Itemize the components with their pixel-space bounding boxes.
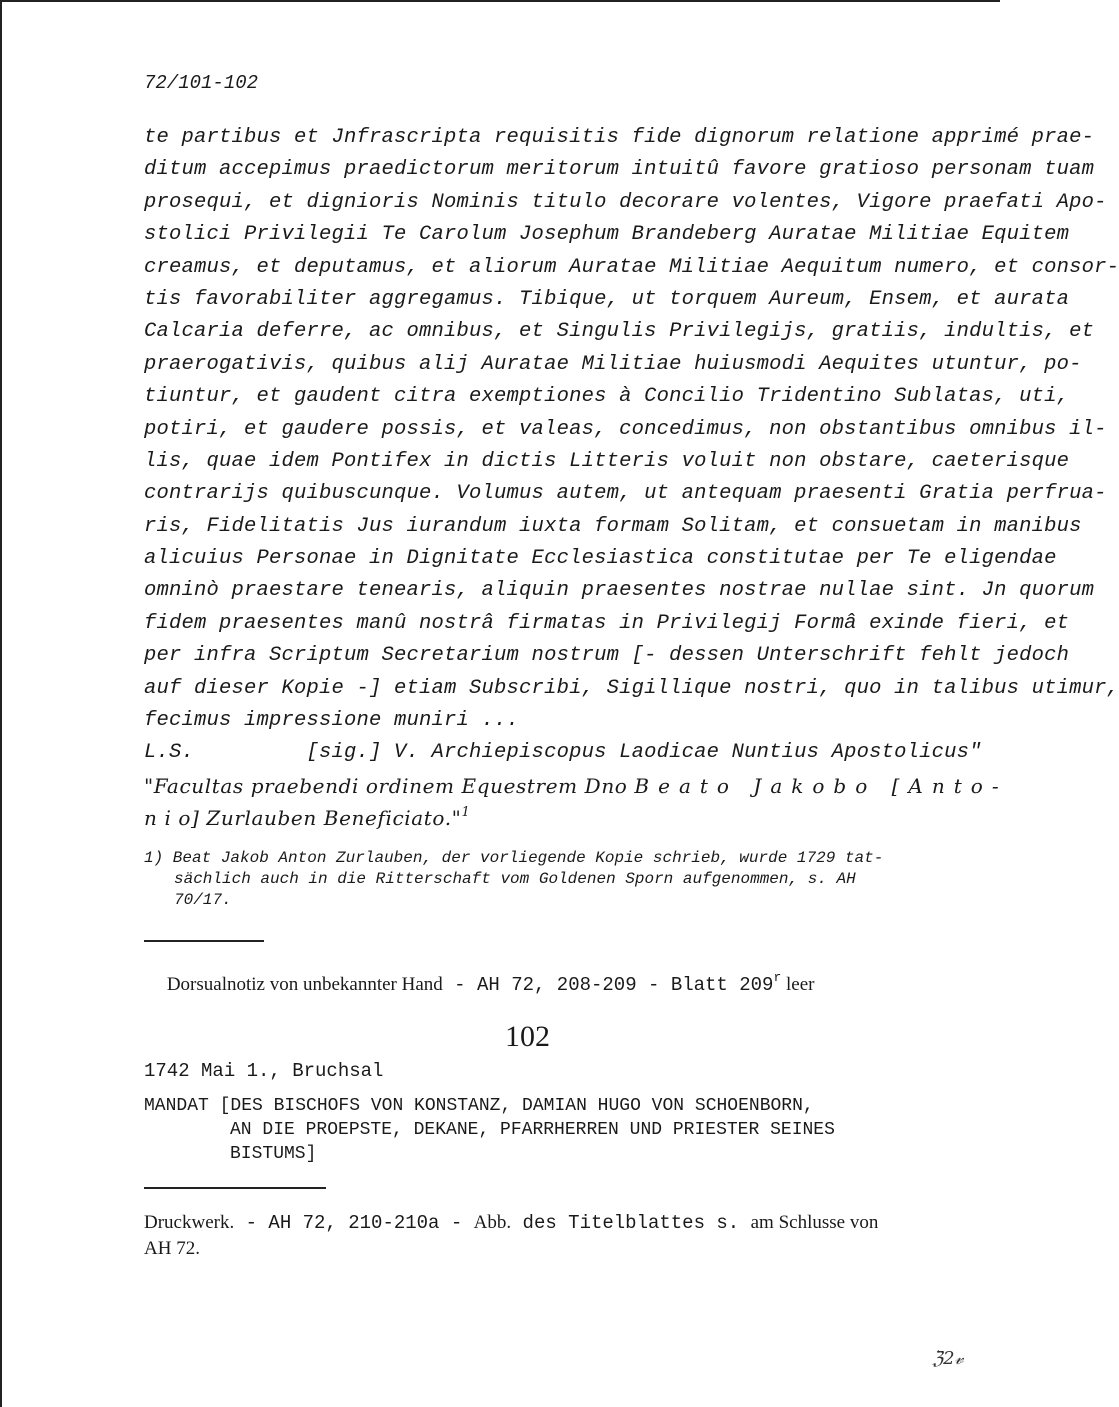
body-line: ditum accepimus praedictorum meritorum intuitû favore gratioso personam tuam <box>144 158 1095 182</box>
footnote-line: 1) Beat Jakob Anton Zurlauben, der vorliegende Kopie schrieb, wurde 1729 tat- <box>144 849 884 867</box>
dorsual-label: Dorsualnotiz von unbekannter Hand <box>166 974 443 995</box>
footnote-line: sächlich auch in die Ritterschaft vom Goldenen Sporn aufgenommen, s. AH <box>174 870 856 888</box>
handwritten-title-line-1 <box>144 770 1008 802</box>
document-number: 102 <box>505 1020 550 1053</box>
druck-label: Druckwerk. <box>144 1212 235 1233</box>
hand-text-c: [Anto- <box>876 773 1008 798</box>
footnote-line: 70/17. <box>174 891 232 909</box>
body-line: tis favorabiliter aggregamus. Tibique, ut torquem Aureum, Ensem, et aurata <box>144 287 1070 311</box>
druck-mid: des Titelblattes s. <box>511 1212 751 1234</box>
body-line: auf dieser Kopie -] etiam Subscribi, Sigillique nostri, quo in talibus utimur, <box>144 676 1119 700</box>
handwritten-title-line-2 <box>144 802 934 834</box>
section-divider <box>144 940 264 942</box>
body-line: tiuntur, et gaudent citra exemptiones à Concilio Tridentino Sublatas, uti, <box>144 385 1070 409</box>
print-note-line-2: AH 72. <box>144 1238 200 1259</box>
header-reference: 72/101-102 <box>144 72 259 94</box>
body-line: praerogativis, quibus alij Auratae Militiae huiusmodi Aequites utuntur, po- <box>144 352 1082 376</box>
body-line: fidem praesentes manû nostrâ firmatas in Privilegij Formâ exinde fieri, et <box>144 611 1070 635</box>
dorsual-reference: - AH 72, 208-209 - Blatt 209 <box>442 974 774 996</box>
body-line: creamus, et deputamus, et aliorum Auratae Militiae Aequitum numero, et consor- <box>144 255 1119 279</box>
section-divider <box>144 1187 326 1189</box>
body-line: Calcaria deferre, ac omnibus, et Singulis Privilegijs, gratiis, indultis, et <box>144 320 1095 344</box>
druck-ref: - AH 72, 210-210a - <box>234 1212 474 1234</box>
latin-body-text <box>144 122 1119 835</box>
signature-line: L.S. [sig.] V. Archiepiscopus Laodicae Nuntius Apostolicus" <box>144 741 982 765</box>
hand-text-a: "Facultas praebendi ordinem Equestrem Dno <box>144 773 635 798</box>
dorsual-superscript: r <box>773 970 782 985</box>
page-border-top <box>0 0 1000 2</box>
body-line: stolici Privilegii Te Carolum Josephum Brandeberg Auratae Militiae Equitem <box>144 223 1070 247</box>
body-line: prosequi, et dignioris Nominis titulo decorare volentes, Vigore praefati Apo- <box>144 190 1107 214</box>
print-note-line <box>144 1210 878 1236</box>
druck-abb: Abb. <box>473 1212 512 1233</box>
body-line: ris, Fidelitatis Jus iurandum iuxta formam Solitam, et consuetam in manibus <box>144 514 1082 538</box>
footnote-marker: 1 <box>461 805 471 821</box>
body-line: omninò praestare tenearis, aliquin praesentes nostrae nullae sint. Jn quorum <box>144 579 1095 603</box>
body-line: fecimus impressione muniri ... <box>144 709 520 733</box>
page-border-left <box>0 0 2 1407</box>
mandat-heading <box>144 1094 835 1166</box>
body-line: contrarijs quibuscunque. Volumus autem, ut antequam praesenti Gratia perfrua- <box>144 482 1107 506</box>
hand-text-spaced-name: Beato Jakobo <box>634 773 877 798</box>
dorsual-note <box>144 952 814 996</box>
print-note <box>144 1210 878 1262</box>
body-line: lis, quae idem Pontifex in dictis Litteris voluit non obstare, caeterisque <box>144 449 1070 473</box>
body-line: te partibus et Jnfrascripta requisitis fide dignorum relatione apprimé prae- <box>144 126 1095 149</box>
date-place: 1742 Mai 1., Bruchsal <box>144 1060 384 1082</box>
mandat-line: BISTUMS] <box>230 1144 317 1164</box>
mandat-line: AN DIE PROEPSTE, DEKANE, PFARRHERREN UND PRIESTER SEINES <box>230 1120 835 1140</box>
mandat-line: MANDAT [DES BISCHOFS VON KONSTANZ, DAMIAN HUGO VON SCHOENBORN, <box>144 1096 814 1116</box>
body-line: potiri, et gaudere possis, et valeas, concedimus, non obstantibus omnibus il- <box>144 417 1107 441</box>
corner-handwritten-mark: ℨ2𝓋 <box>932 1348 964 1369</box>
body-line: per infra Scriptum Secretarium nostrum [- dessen Unterschrift fehlt jedoch <box>144 644 1070 668</box>
footnote <box>144 848 934 911</box>
dorsual-end: leer <box>781 974 815 995</box>
body-line: alicuius Personae in Dignitate Ecclesiastica constitutae per Te eligendae <box>144 547 1057 571</box>
druck-end: am Schlusse von <box>750 1212 879 1233</box>
hand-text-line2: n i o] Zurlauben Beneficiato." <box>144 806 462 831</box>
